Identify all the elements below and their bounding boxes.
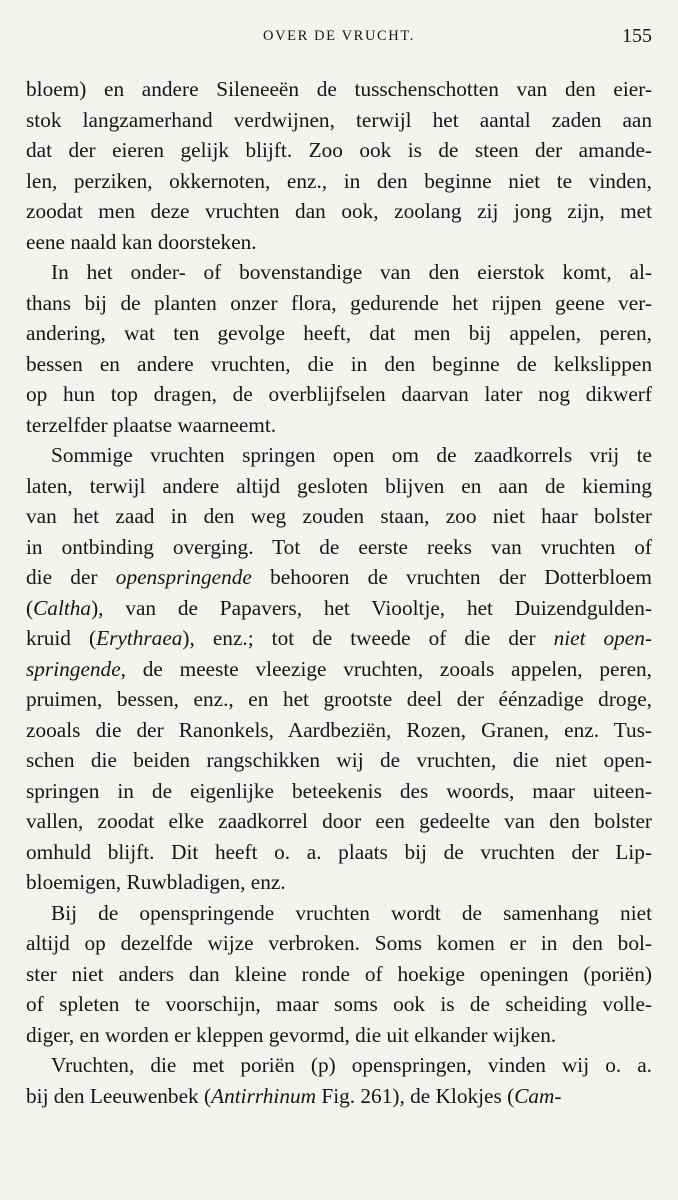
- italic-term: springende: [26, 656, 121, 681]
- body-text: [26, 74, 652, 1111]
- paragraph: [26, 257, 652, 440]
- italic-term: Antirrhinum: [211, 1083, 317, 1108]
- italic-term: Erythraea: [96, 626, 183, 650]
- text-line: andering, wat ten gevolge heeft, dat men bij appelen, peren,: [26, 321, 652, 345]
- text-line: dat der eieren gelijk blijft. Zoo ook is de steen der amande-: [26, 138, 652, 162]
- text-line: altijd op dezelfde wijze verbroken. Soms komen er in den bol-: [26, 931, 652, 955]
- text-line: In het onder- of bovenstandige van den eierstok komt, al-: [51, 260, 652, 284]
- text-line: zoodat men deze vruchten dan ook, zoolang zij jong zijn, met: [26, 199, 652, 223]
- text-line: bloem) en andere Sileneeën de tusschenschotten van den eier-: [26, 77, 652, 101]
- text-line: van het zaad in den weg zouden staan, zoo niet haar bolster: [26, 504, 652, 528]
- paragraph: [26, 1050, 652, 1111]
- paragraph: [26, 440, 652, 898]
- text-line: zooals die der Ranonkels, Aardbeziën, Rozen, Granen, enz. Tus-: [26, 717, 652, 742]
- text-line: stok langzamerhand verdwijnen, terwijl het aantal zaden aan: [26, 107, 652, 132]
- page-number: 155: [622, 25, 652, 47]
- text-line: thans bij de planten onzer flora, gedurende het rijpen geene ver-: [26, 290, 652, 315]
- text-line: springende, de meeste vleezige vruchten, zooals appelen, peren,: [26, 656, 652, 681]
- italic-term: Cam-: [514, 1083, 562, 1108]
- text-line: ster niet anders dan kleine ronde of hoekige openingen (poriën): [26, 961, 652, 986]
- text-line: schen die beiden rangschikken wij de vruchten, die niet open-: [26, 748, 652, 772]
- text-line: omhuld blijft. Dit heeft o. a. plaats bij de vruchten der Lip-: [26, 839, 652, 864]
- text-line: Sommige vruchten springen open om de zaadkorrels vrij te: [51, 443, 652, 467]
- text-line: of spleten te voorschijn, maar soms ook is de scheiding volle-: [26, 992, 652, 1016]
- text-line: (Caltha), van de Papavers, het Viooltje, het Duizendgulden-: [26, 595, 652, 620]
- text-line: len, perziken, okkernoten, enz., in den beginne niet te vinden,: [26, 168, 652, 193]
- text-line: pruimen, bessen, enz., en het grootste deel der éénzadige droge,: [26, 687, 652, 711]
- text-line: laten, terwijl andere altijd gesloten blijven en aan de kieming: [26, 473, 652, 498]
- text-line: vallen, zoodat elke zaadkorrel door een gedeelte van den bolster: [26, 809, 652, 833]
- text-line: terzelfder plaatse waarneemt.: [26, 412, 277, 437]
- text-line: op hun top dragen, de overblijfselen daarvan later nog dikwerf: [26, 382, 652, 406]
- text-line: springen in de eigenlijke beteekenis des woords, maar uiteen-: [26, 778, 652, 803]
- italic-term: openspringende: [115, 565, 252, 589]
- text-line: bessen en andere vruchten, die in den beginne de kelkslippen: [26, 351, 652, 376]
- paragraph: [26, 74, 652, 257]
- text-line: Vruchten, die met poriën (p) openspringen, vinden wij o. a.: [51, 1053, 652, 1077]
- paragraph: [26, 898, 652, 1051]
- text-line: die der openspringende behooren de vruchten der Dotterbloem: [26, 565, 652, 589]
- text-line: diger, en worden er kleppen gevormd, die uit elkander wijken.: [26, 1022, 557, 1047]
- text-line: bloemigen, Ruwbladigen, enz.: [26, 870, 286, 894]
- text-line: kruid (Erythraea), enz.; tot de tweede of die der niet open-: [26, 626, 652, 650]
- text-line: bij den Leeuwenbek (Antirrhinum Fig. 261), de Klokjes (Cam-: [26, 1083, 562, 1108]
- text-line: Bij de openspringende vruchten wordt de samenhang niet: [51, 900, 652, 925]
- text-line: eene naald kan doorsteken.: [26, 229, 257, 254]
- italic-term: Caltha: [33, 595, 92, 620]
- page-header: [0, 25, 678, 54]
- running-head: OVER DE VRUCHT.: [263, 28, 415, 44]
- text-line: in ontbinding overging. Tot de eerste reeks van vruchten of: [26, 534, 652, 559]
- italic-term: niet open-: [553, 626, 652, 650]
